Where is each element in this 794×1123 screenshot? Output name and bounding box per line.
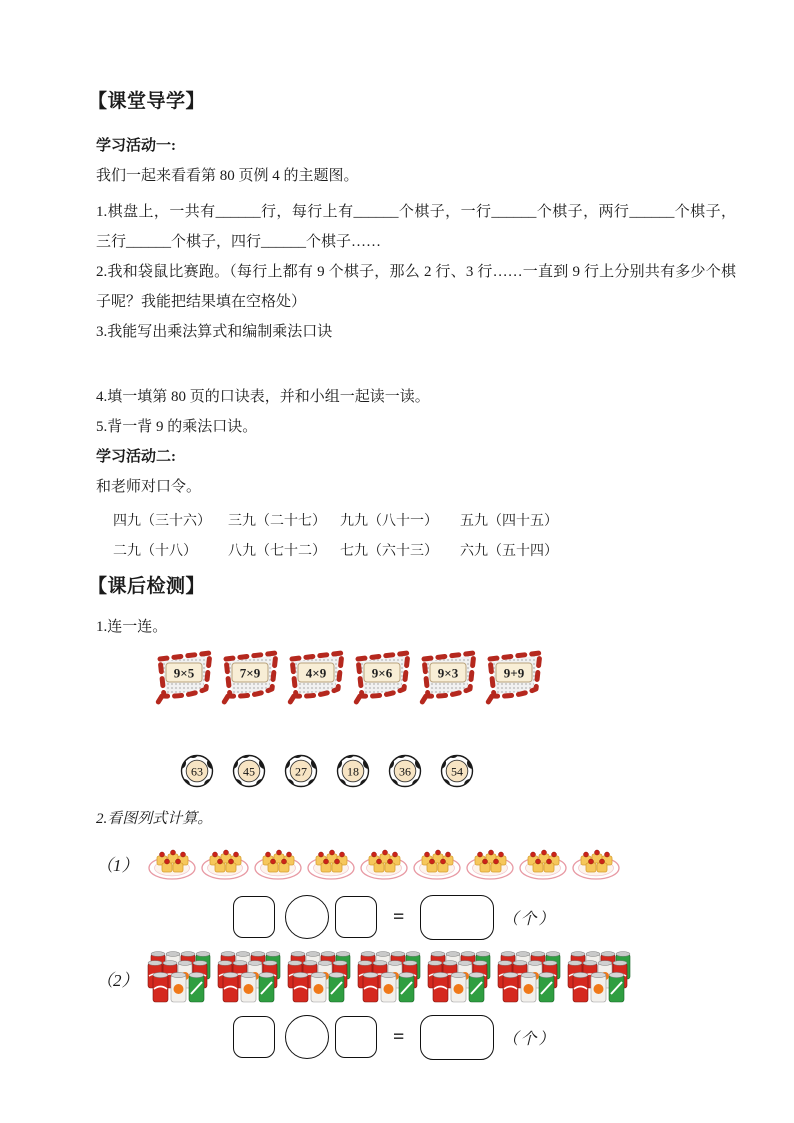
section-title-after-class-test: 【课后检测】 [88,576,206,597]
dessert-plate-icon [306,844,356,882]
goal-expression: 9×3 [437,665,459,681]
dessert-plate-icon [253,844,303,882]
can-row [147,950,633,1006]
equals-sign: = [393,905,405,928]
question2-sub2 [96,950,736,1006]
chant-entry: 七九（六十三） [340,544,438,559]
soda-cans-icon [147,950,213,1006]
equation-row-1 [233,892,736,942]
goal-expression: 4×9 [305,665,327,681]
soccer-goal-icon [414,646,480,708]
result-box [420,895,494,940]
soccer-ball-icon [336,754,370,788]
guide-item-2: 2.我和袋鼠比赛跑。（每行上都有 9 个棋子，那么 2 行、3 行……一直到 9 行上分别共有多少个棋子呢？我能把结果填在空格处） [96,264,736,310]
chant-entry: 四九（三十六） [113,514,211,529]
chant-entry: 八九（七十二） [228,544,326,559]
ball-number: 45 [243,764,255,779]
chant-entry: 二九（十八） [113,544,197,559]
ball-number: 63 [191,764,203,779]
activity2-label: 学习活动二: [96,449,176,465]
goal-expression: 7×9 [239,665,261,681]
ball-number: 36 [399,764,411,779]
goal-expression: 9×6 [371,665,393,681]
guide-item-4: 4.填一填第 80 页的口诀表，并和小组一起读一读。 [96,389,430,405]
equals-sign: = [393,1025,405,1048]
chant-entry: 五九（四十五） [460,514,558,529]
goal-row [150,646,736,708]
section-title-classroom-guide: 【课堂导学】 [88,91,206,112]
ball-number: 18 [347,764,359,779]
unit-label: （个） [502,1030,557,1048]
question1-label: 1.连一连。 [96,619,168,635]
soccer-ball-icon [180,754,214,788]
sub2-label: （2） [96,970,139,990]
soda-cans-icon [217,950,283,1006]
soda-cans-icon [287,950,353,1006]
factor-box [335,1016,377,1058]
factor-box [233,1016,275,1058]
chant-row-1 [113,507,736,537]
goal-expression: 9×5 [173,665,195,681]
result-box [420,1015,494,1060]
soccer-goal-icon [216,646,282,708]
unit-label: （个） [502,910,557,928]
chant-entry: 六九（五十四） [460,544,558,559]
dessert-plate-icon [518,844,568,882]
dessert-plate-icon [571,844,621,882]
activity1-label: 学习活动一: [96,138,176,154]
soccer-goal-icon [150,646,216,708]
soccer-ball-icon [440,754,474,788]
soccer-goal-icon [480,646,546,708]
factor-box [233,896,275,938]
soccer-ball-icon [284,754,318,788]
equation-row-2 [233,1012,736,1062]
soda-cans-icon [427,950,493,1006]
activity2-intro: 和老师对口令。 [96,479,202,495]
dessert-plate-icon [200,844,250,882]
dessert-plate-icon [147,844,197,882]
question2-label: 2.看图列式计算。 [96,811,213,827]
soda-cans-icon [497,950,563,1006]
soccer-ball-icon [232,754,266,788]
ball-number: 27 [295,764,307,779]
factor-box [335,896,377,938]
operator-circle [285,1015,329,1059]
chant-entry: 九九（八十一） [340,514,438,529]
soccer-ball-icon [388,754,422,788]
ball-row [180,754,736,788]
guide-item-5: 5.背一背 9 的乘法口诀。 [96,419,258,435]
soda-cans-icon [567,950,633,1006]
operator-circle [285,895,329,939]
question2-sub1 [96,844,736,882]
chant-row-2 [113,537,736,567]
sub1-label: （1） [96,855,139,875]
soccer-goal-icon [348,646,414,708]
goal-expression: 9+9 [503,665,525,681]
activity1-intro: 我们一起来看看第 80 页例 4 的主题图。 [96,168,359,184]
plate-row [147,844,621,882]
chant-entry: 三九（二十七） [228,514,326,529]
dessert-plate-icon [359,844,409,882]
dessert-plate-icon [465,844,515,882]
soccer-goal-icon [282,646,348,708]
ball-number: 54 [451,764,463,779]
dessert-plate-icon [412,844,462,882]
guide-item-3: 3.我能写出乘法算式和编制乘法口诀 [96,324,333,340]
guide-item-1: 1.棋盘上，一共有______行，每行上有______个棋子，一行______个棋子，两行______个棋子，三行______个棋子，四行______个棋子…… [96,204,736,250]
soda-cans-icon [357,950,423,1006]
